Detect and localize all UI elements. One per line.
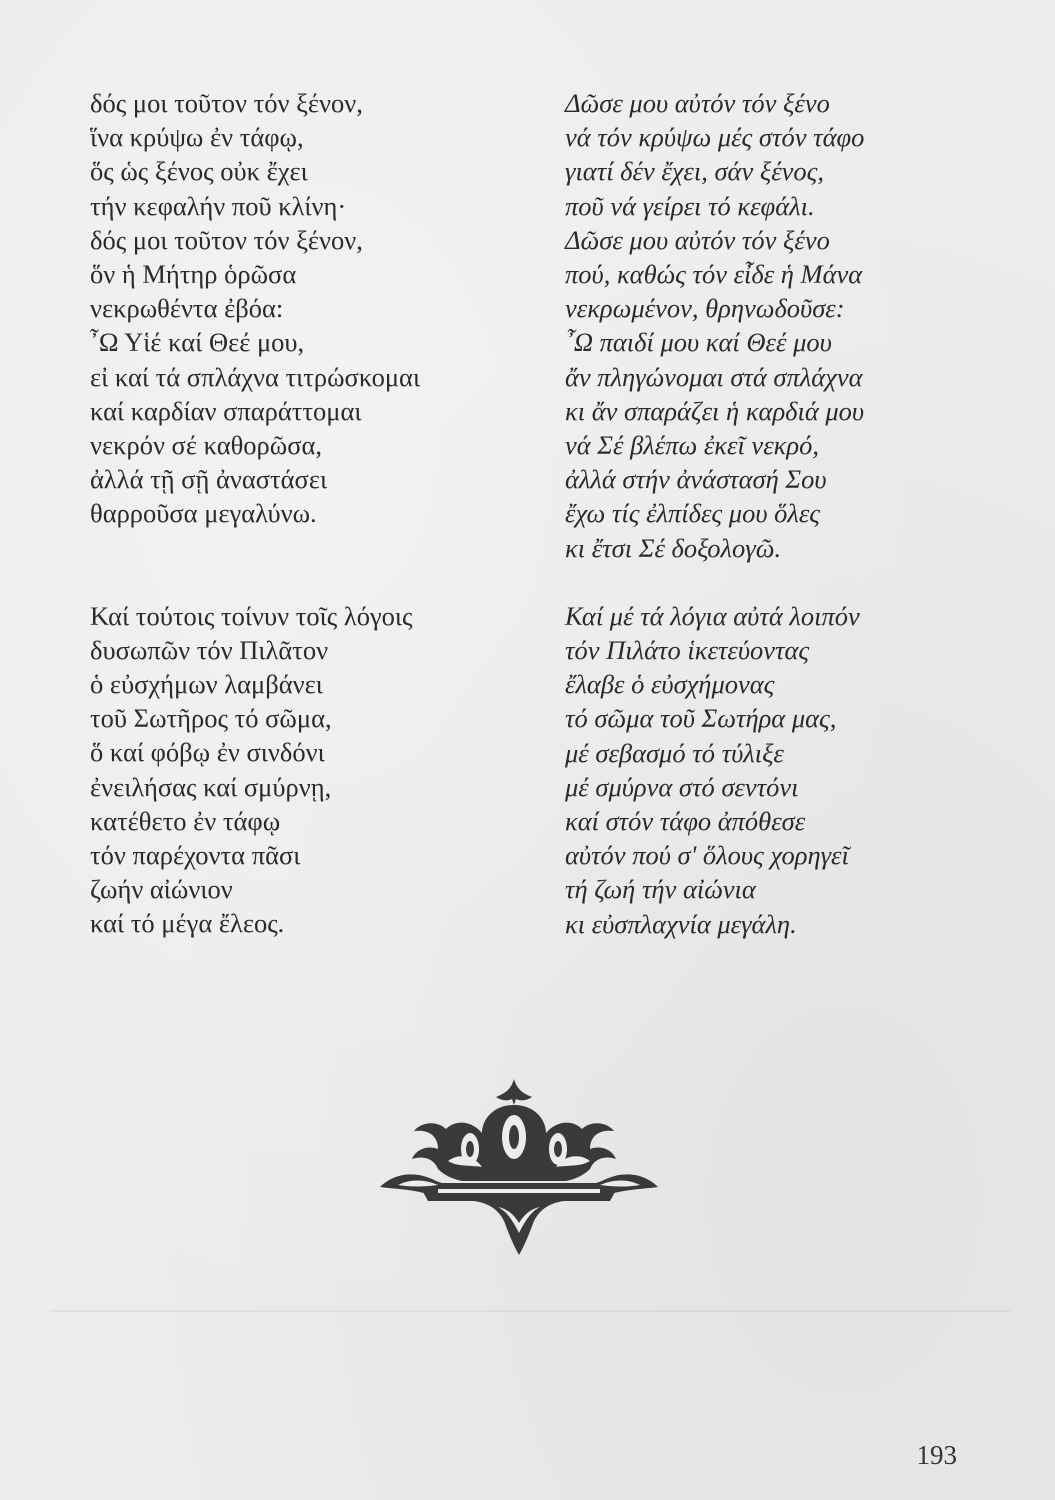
left-stanza-2 — [90, 599, 530, 941]
verse-line: ζωήν αἰώνιον — [90, 874, 233, 905]
verse-line: μέ σεβασμό τό τύλιξε — [565, 737, 784, 768]
verse-line: δυσωπῶν τόν Πιλᾶτον — [90, 634, 329, 665]
verse-line: τήν κεφαλήν ποῦ κλίνη· — [90, 190, 347, 221]
verse-line: ἄν πληγώνομαι στά σπλάχνα — [565, 361, 863, 392]
verse-line: κι εὐσπλαχνία μεγάλη. — [565, 908, 797, 939]
verse-line: κατέθετο ἐν τάφῳ — [90, 805, 281, 836]
verse-line: ποῦ νά γείρει τό κεφάλι. — [565, 190, 815, 221]
verse-line: καί στόν τάφο ἀπόθεσε — [565, 806, 806, 837]
verse-line: νά τόν κρύψω μές στόν τάφο — [565, 122, 865, 153]
verse-line: τόν παρέχοντα πᾶσι — [90, 840, 301, 871]
verse-line: ἵνα κρύψω ἐν τάφῳ, — [90, 122, 304, 153]
verse-line: τοῦ Σωτῆρος τό σῶμα, — [90, 703, 332, 734]
verse-line: Δῶσε μου αὐτόν τόν ξένο — [565, 224, 830, 255]
verse-line: πού, καθώς τόν εἶδε ἡ Μάνα — [565, 259, 863, 290]
verse-line: τή ζωή τήν αἰώνια — [565, 874, 756, 905]
modern-greek-column — [565, 86, 1015, 941]
verse-line: νεκρόν σέ καθορῶσα, — [90, 430, 322, 461]
verse-line: ἀλλά τῇ σῇ ἀναστάσει — [90, 464, 328, 495]
verse-line: εἰ καί τά σπλάχνα τιτρώσκομαι — [90, 361, 421, 392]
left-stanza-1 — [90, 86, 530, 531]
verse-line: γιατί δέν ἔχει, σάν ξένος, — [565, 156, 825, 187]
verse-line: ἔλαβε ὁ εὐσχήμονας — [565, 669, 775, 700]
verse-line: καί τό μέγα ἔλεος. — [90, 908, 285, 939]
verse-line: ὅς ὡς ξένος οὐκ ἔχει — [90, 156, 308, 187]
verse-line: ῏Ω Υἱέ καί Θεέ μου, — [90, 327, 305, 358]
verse-line: τόν Πιλάτο ἱκετεύοντας — [565, 635, 810, 666]
ancient-greek-column — [90, 86, 530, 941]
verse-line: δός μοι τοῦτον τόν ξένον, — [90, 88, 363, 118]
verse-line: ὅ καί φόβῳ ἐν σινδόνι — [90, 737, 325, 768]
verse-line: τό σῶμα τοῦ Σωτήρα μας, — [565, 703, 837, 734]
right-stanza-2 — [565, 599, 1015, 941]
show-through-divider — [50, 1310, 1010, 1312]
verse-line: Δῶσε μου αὐτόν τόν ξένο — [565, 88, 830, 118]
page-number: 193 — [916, 1440, 957, 1470]
verse-line: ὅν ἡ Μήτηρ ὁρῶσα — [90, 259, 297, 290]
verse-line: κι ἄν σπαράζει ἡ καρδιά μου — [565, 395, 865, 426]
verse-line: ῏Ω παιδί μου καί Θεέ μου — [565, 327, 832, 358]
floral-ornament-icon — [378, 1075, 660, 1260]
verse-line: ἔχω τίς ἐλπίδες μου ὅλες — [565, 498, 821, 529]
verse-line: ὁ εὐσχήμων λαμβάνει — [90, 669, 323, 700]
verse-line: Καί μέ τά λόγια αὐτά λοιπόν — [565, 600, 860, 631]
verse-line: ἀλλά στήν ἀνάστασή Σου — [565, 464, 827, 495]
verse-line: νεκρωθέντα ἐβόα: — [90, 293, 284, 324]
verse-line: μέ σμύρνα στό σεντόνι — [565, 771, 799, 802]
verse-line: νεκρωμένον, θρηνωδοῦσε: — [565, 293, 845, 324]
verse-line: αὐτόν πού σ' ὅλους χορηγεῖ — [565, 840, 849, 871]
verse-line: θαρροῦσα μεγαλύνω. — [90, 498, 317, 529]
verse-line: νά Σέ βλέπω ἐκεῖ νεκρό, — [565, 430, 819, 461]
verse-line: ἐνειλήσας καί σμύρνῃ, — [90, 771, 332, 802]
right-stanza-1 — [565, 86, 1015, 565]
verse-line: Καί τούτοις τοίνυν τοῖς λόγοις — [90, 600, 413, 631]
verse-line: κι ἔτσι Σέ δοξολογῶ. — [565, 532, 782, 563]
verse-line: καί καρδίαν σπαράττομαι — [90, 395, 362, 426]
verse-line: δός μοι τοῦτον τόν ξένον, — [90, 224, 363, 255]
